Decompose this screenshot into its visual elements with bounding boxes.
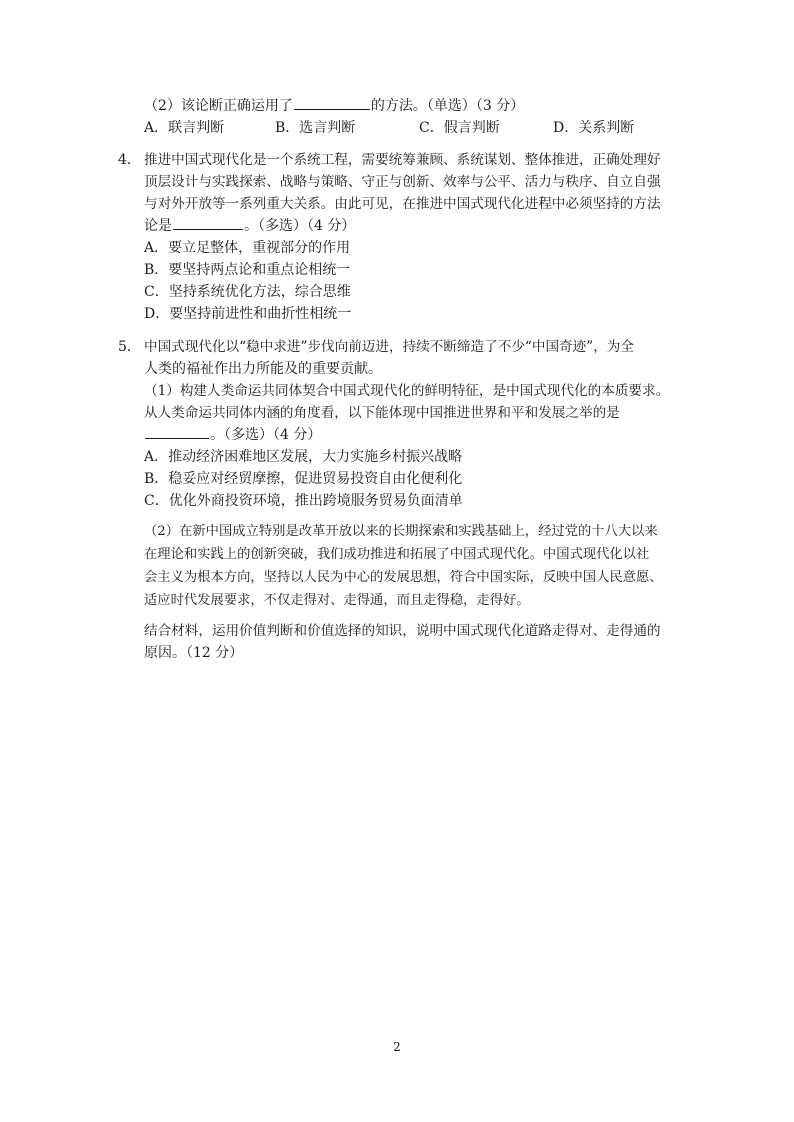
q5-part1-line-2: 从人类命运共同体内涵的角度看，以下能体现中国推进世界和平和发展之举的是 (144, 405, 620, 421)
q4-option-a: A．要立足整体，重视部分的作用 (144, 240, 351, 256)
q3-part2-suffix: 的方法。（单选）（3 分） (370, 98, 525, 114)
page-number: 2 (393, 1040, 401, 1054)
q3-option-b: B．选言判断 (275, 120, 356, 136)
q4-line-2: 顶层设计与实践探索、战略与策略、守正与创新、效率与公平、活力与秩序、自立自强 (144, 174, 661, 190)
q5-part1-suffix: 。（多选）（4 分） (210, 427, 322, 443)
q3-part2-stem (144, 95, 524, 117)
q5-part1-line-1: （1）构建人类命运共同体契合中国式现代化的鲜明特征，是中国式现代化的本质要求。 (144, 383, 670, 399)
q3-option-a: A．联言判断 (144, 120, 225, 136)
answer-blank[interactable] (294, 95, 370, 110)
q3-option-d: D．关系判断 (553, 120, 635, 136)
answer-blank[interactable] (145, 424, 209, 439)
q5-option-a: A．推动经济困难地区发展，大力实施乡村振兴战略 (144, 449, 463, 465)
q5-option-b: B．稳妥应对经贸摩擦，促进贸易投资自由化便利化 (144, 471, 463, 487)
q5-part1-line-3 (144, 424, 321, 446)
q5-task-line-1: 结合材料，运用价值判断和价值选择的知识，说明中国式现代化道路走得对、走得通的 (144, 623, 661, 639)
q5-task-line-2: 原因。（12 分） (144, 645, 244, 661)
q3-part2-prefix: （2）该论断正确运用了 (144, 98, 293, 114)
q4-line-1: 推进中国式现代化是一个系统工程，需要统筹兼顾、系统谋划、整体推进，正确处理好 (144, 152, 661, 168)
q4-option-d: D．要坚持前进性和曲折性相统一 (144, 306, 352, 322)
q5-part2-line-3: 会主义为根本方向，坚持以人民为中心的发展思想，符合中国实际，反映中国人民意愿、 (144, 570, 663, 585)
q5-intro-1: 中国式现代化以“稳中求进”步伐向前迈进，持续不断缔造了不少“中国奇迹”，为全 (144, 339, 634, 355)
q4-option-c: C．坚持系统优化方法，综合思维 (144, 284, 351, 300)
q4-line-4 (144, 215, 355, 237)
q4-option-b: B．要坚持两点论和重点论相统一 (144, 262, 351, 278)
answer-blank[interactable] (173, 215, 243, 230)
q4-last-prefix: 论是 (144, 218, 172, 234)
q5-intro-2: 人类的福祉作出力所能及的重要贡献。 (144, 361, 382, 377)
q3-option-c: C．假言判断 (419, 120, 500, 136)
q4-last-suffix: 。（多选）（4 分） (244, 218, 356, 234)
q5-part2-line-2: 在理论和实践上的创新突破，我们成功推进和拓展了中国式现代化。中国式现代化以社 (144, 547, 650, 562)
q5-number: 5． (118, 339, 141, 355)
q5-part2-line-4: 适应时代发展要求，不仅走得对、走得通，而且走得稳，走得好。 (144, 593, 530, 608)
q4-number: 4． (118, 152, 141, 168)
q4-line-3: 与对外开放等一系列重大关系。由此可见，在推进中国式现代化进程中必须坚持的方法 (144, 196, 661, 212)
q5-option-c: C．优化外商投资环境，推出跨境服务贸易负面清单 (144, 493, 463, 509)
q5-part2-line-1: （2）在新中国成立特别是改革开放以来的长期探索和实践基础上，经过党的十八大以来 (144, 524, 658, 539)
